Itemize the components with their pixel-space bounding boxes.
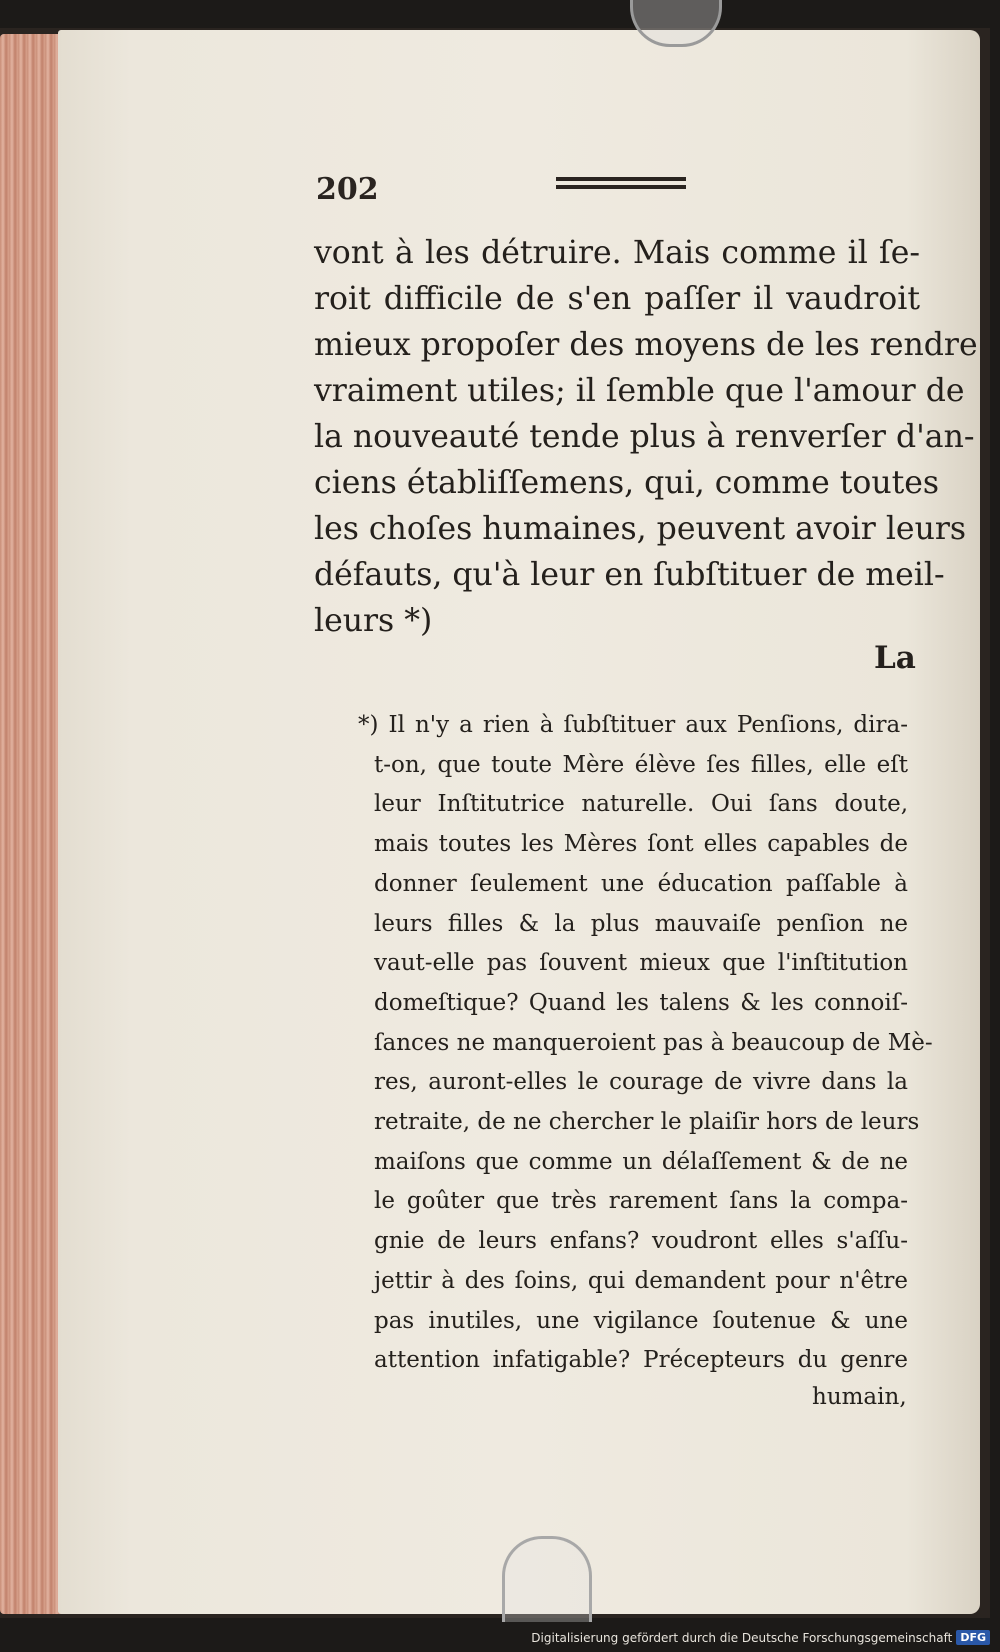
header-rule bbox=[556, 177, 686, 189]
main-line: leurs *) bbox=[314, 603, 433, 639]
page-number: 202 bbox=[316, 172, 379, 207]
main-line: vraiment utiles; il ſemble que l'amour de bbox=[314, 373, 965, 409]
footnote-line: t-on, que toute Mère élève ſes filles, elle eſt bbox=[374, 751, 908, 778]
footnote-line: attention infatigable? Précepteurs du genre bbox=[374, 1347, 908, 1374]
footnote-catchword: humain, bbox=[812, 1384, 907, 1410]
catchword: La bbox=[874, 640, 916, 676]
main-line: les choſes humaines, peuvent avoir leurs bbox=[314, 511, 967, 547]
footnote-line: leurs filles & la plus mauvaiſe penſion ne bbox=[374, 910, 908, 937]
footnote-line: mais toutes les Mères ſont elles capables de bbox=[374, 831, 908, 858]
footnote-line: donner ſeulement une éducation paſſable à bbox=[374, 870, 908, 897]
main-line: mieux propoſer des moyens de les rendre bbox=[314, 327, 978, 363]
footnote bbox=[358, 706, 933, 1381]
footer-bar bbox=[0, 1622, 1000, 1652]
footnote-line: leur Inſtitutrice naturelle. Oui ſans doute, bbox=[374, 791, 908, 818]
footnote-line: maiſons que comme un délaſſement & de ne bbox=[374, 1148, 908, 1175]
footnote-line: ſances ne manqueroient pas à beaucoup de Mè- bbox=[374, 1029, 933, 1056]
footnote-line: vaut-elle pas ſouvent mieux que l'inſtitution bbox=[374, 950, 908, 977]
footnote-line: retraite, de ne chercher le plaiſir hors de leurs bbox=[374, 1109, 920, 1136]
footnote-line: domeſtique? Quand les talens & les connoiſ- bbox=[374, 989, 908, 1016]
footnote-line: le goûter que très rarement ſans la compa- bbox=[374, 1188, 908, 1215]
footnote-line: jettir à des ſoins, qui demandent pour n'être bbox=[374, 1267, 908, 1294]
main-line: roit difficile de s'en paſſer il vaudroit bbox=[314, 281, 920, 317]
dfg-logo-icon: DFG bbox=[956, 1630, 990, 1645]
main-text bbox=[314, 230, 978, 644]
main-line: défauts, qu'à leur en ſubſtituer de meil- bbox=[314, 557, 945, 593]
credit-text: Digitalisierung gefördert durch die Deutsche Forschungsgemeinschaft bbox=[531, 1630, 953, 1645]
footer-credit bbox=[531, 1630, 990, 1645]
footnote-line: res, auront-elles le courage de vivre dans la bbox=[374, 1069, 908, 1096]
footnote-line: gnie de leurs enfans? voudront elles s'aſſu- bbox=[374, 1228, 908, 1255]
footnote-line: pas inutiles, une vigilance ſoutenue & une bbox=[374, 1307, 908, 1334]
main-line: vont à les détruire. Mais comme il ſe- bbox=[314, 235, 920, 271]
main-line: la nouveauté tende plus à renverſer d'an- bbox=[314, 419, 975, 455]
footnote-line: *) Il n'y a rien à ſubſtituer aux Penſions, dira- bbox=[358, 712, 908, 738]
page-clip-bottom bbox=[502, 1536, 592, 1629]
main-line: ciens établiſſemens, qui, comme toutes bbox=[314, 465, 940, 501]
page-edges bbox=[0, 34, 62, 1614]
